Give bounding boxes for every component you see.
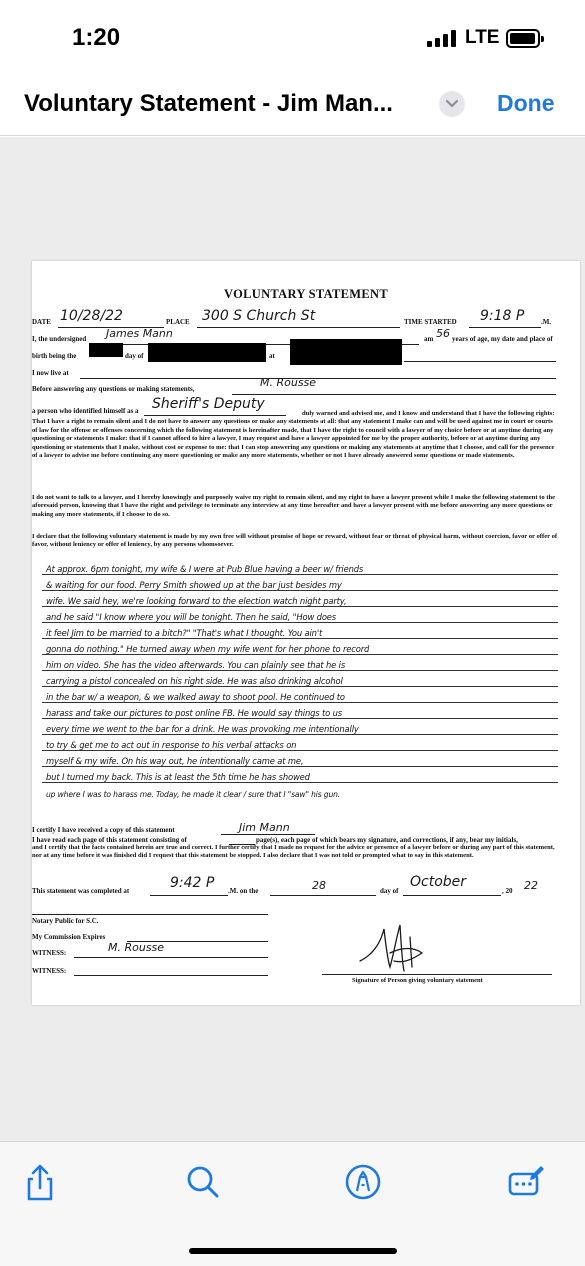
statement-line: it feel Jim to be married to a bitch?" "That's what I thought. You ain't xyxy=(46,628,323,638)
done-button[interactable]: Done xyxy=(497,90,555,116)
rights-paragraph: duly warned and advised me, and I know and understand that I have the following rights: That I have a right to remain silent and I do not have to answer any questions or make any statements at all: that any statement I make can and will be used against me in court or courts of law for the offense or offenses concerning which the following statement is hereinafter made, that I have the right to council with a lawyer of my choice before or at anytime during any questioning or statements I make: that if I cannot afford to hire a lawyer, I may request and have a lawyer appointed for me by the proper authority, before or at anytime during any questioning or statements that I make, without cost or expense to me: that I can stop answering any questions or making any statements at anytime that I choose, and call for the presence of a lawyer to advise me before continuing any more questioning or make any more statements, whether or not I have already answered some questions or made statements. xyxy=(32,410,555,460)
completed-month: October xyxy=(410,874,467,890)
year-prefix: , 20 xyxy=(502,887,513,895)
network-type: LTE xyxy=(465,27,500,48)
notary-label: Notary Public for S.C. xyxy=(32,917,99,925)
certify-paragraph: and I certify that the facts contained herein are true and correct. I further certify that I made no request for the advice or presence of a lawyer before or during any part of this statement, nor at any time before it was finished did I request that this statement be stopped. I also declare that I was not told or prompted what to say in this statement. xyxy=(32,844,555,860)
document-page xyxy=(32,261,580,1005)
status-bar xyxy=(0,0,585,78)
form-title: VOLUNTARY STATEMENT xyxy=(224,287,388,301)
statement-line: myself & my wife. On his way out, he intentionally came at me, xyxy=(46,756,304,766)
redaction-box xyxy=(148,343,266,362)
day-of-label: day of xyxy=(380,887,399,895)
witness-label: WITNESS: xyxy=(32,949,67,957)
witness-signature: M. Rousse xyxy=(108,941,165,954)
statement-line: & waiting for our food. Perry Smith showed up at the bar just besides my xyxy=(46,580,342,590)
before-label: Before answering any questions or making statements, xyxy=(32,385,195,393)
date-value: 10/28/22 xyxy=(60,308,123,324)
place-value: 300 S Church St xyxy=(202,308,316,324)
date-label: DATE xyxy=(32,318,51,326)
identified-label: a person who identified himself as a xyxy=(32,407,139,415)
place-label: PLACE xyxy=(166,318,190,326)
completed-time: 9:42 P xyxy=(170,875,215,891)
age-label: am xyxy=(424,335,434,343)
birth-label: birth being the xyxy=(32,352,77,360)
time-suffix: .M. xyxy=(541,318,552,326)
undersigned-label: I, the undersigned xyxy=(32,335,87,343)
completed-on-label: .M. on the xyxy=(228,887,259,895)
search-icon[interactable] xyxy=(183,1162,223,1202)
statement-line: and he said "I know where you will be tonight. Then he said, "How does xyxy=(46,612,337,622)
commission-label: My Commission Expires xyxy=(32,933,106,941)
home-indicator[interactable] xyxy=(189,1248,397,1254)
officer-title: Sheriff's Deputy xyxy=(152,396,265,412)
statement-line: At approx. 6pm tonight, my wife & I were at Pub Blue having a beer w/ friends xyxy=(46,564,364,574)
completed-label: This statement was completed at xyxy=(32,887,130,895)
share-icon[interactable] xyxy=(20,1162,60,1202)
edit-more-icon[interactable] xyxy=(506,1162,546,1202)
chevron-down-icon[interactable] xyxy=(439,91,465,117)
status-time: 1:20 xyxy=(72,24,121,51)
battery-icon xyxy=(506,29,540,48)
navigation-bar xyxy=(0,78,585,136)
waiver-paragraph: I do not want to talk to a lawyer, and I hereby knowingly and purposely waive my right to remain silent, and my right to have a lawyer present while I make the following statement to the aforesaid person, knowing that I have the right and privilege to terminate any interview at any time hereafter and have a lawyer present with me before answering any more questions or making any more statements, if I choose to do so. xyxy=(32,494,556,518)
document-title: Voluntary Statement - Jim Man... xyxy=(24,90,393,117)
undersigned-name: James Mann xyxy=(106,327,173,340)
statement-line: but I turned my back. This is at least the 5th time he has showed xyxy=(46,772,310,782)
read-pages-label-post: page(s), each page of which bears my signature, and corrections, if any, bear my initials, xyxy=(256,836,518,844)
redaction-box xyxy=(89,343,123,357)
age-value: 56 xyxy=(436,327,450,340)
statement-line: up where I was to harass me. Today, he made it clear / sure that I "saw" his gun. xyxy=(46,790,341,799)
statement-line: him on video. She has the video afterwards. You can plainly see that he is xyxy=(46,660,346,670)
statement-line: every time we went to the bar for a drink. He was provoking me intentionally xyxy=(46,724,359,734)
completed-year: 22 xyxy=(524,879,538,892)
read-pages-label: I have read each page of this statement consisting of xyxy=(32,836,187,844)
declare-paragraph: I declare that the following voluntary statement is made by my own free will without promise of hope or reward, without fear or threat of physical harm, without coercion, favor or offer of favor, without leniency or offer of leniency, by any persons whomsoever. xyxy=(32,533,558,549)
statement-line: in the bar w/ a weapon, & we walked away to shoot pool. He continued to xyxy=(46,692,345,702)
statement-line: gonna do nothing." He turned away when my wife went for her phone to record xyxy=(46,644,370,654)
witness-label-2: WITNESS: xyxy=(32,967,67,975)
signal-strength-icon xyxy=(427,29,459,47)
officer-name: M. Rousse xyxy=(260,376,317,389)
handwritten-signature xyxy=(350,917,446,977)
received-copy-label: I certify I have received a copy of this statement xyxy=(32,826,175,834)
day-of-label: day of xyxy=(125,352,144,360)
markup-pen-icon[interactable] xyxy=(343,1162,383,1202)
completed-day: 28 xyxy=(312,879,326,892)
statement-line: wife. We said hey, we're looking forward to the election watch night party, xyxy=(46,596,347,606)
copy-signature: Jim Mann xyxy=(239,821,290,834)
at-label: at xyxy=(269,352,275,360)
time-started-label: TIME STARTED xyxy=(404,318,457,326)
statement-line: to try & get me to act out in response to his verbal attacks on xyxy=(46,740,297,750)
age-label-post: years of age, my date and place of xyxy=(452,335,553,343)
time-started-value: 9:18 P xyxy=(480,308,525,324)
signature-label: Signature of Person giving voluntary statement xyxy=(352,977,483,984)
statement-line: carrying a pistol concealed on his right side. He was also drinking alcohol xyxy=(46,676,343,686)
redaction-box xyxy=(290,339,402,365)
live-at-label: I now live at xyxy=(32,369,69,377)
statement-line: harass and take our pictures to post online FB. He would say things to us xyxy=(46,708,342,718)
